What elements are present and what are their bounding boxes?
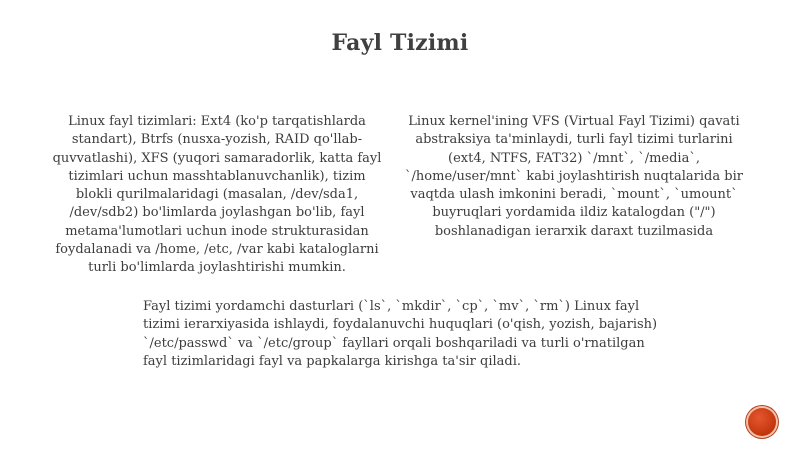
left-column-text: Linux fayl tizimlari: Ext4 (ko'p tarqatishlarda standart), Btrfs (nusxa-yozish, RAID qo'llab-quvvatlashi), XFS (yuqori samaradorlik, katta fayl tizimlari uchun masshtablanuvchanlik), tizim blokli qurilmalaridagi (masalan, /dev/sda1, /dev/sdb2) bo'limlarda joylashgan bo'lib, fayl metama'lumotlari uchun inode strukturasidan foydalanadi va /home, /etc, /var kabi kataloglarni turli bo'limlarda joylashtirishi mumkin. [52,114,382,276]
next-slide-circle-icon[interactable] [748,408,776,436]
bottom-paragraph: Fayl tizimi yordamchi dasturlari (`ls`, `mkdir`, `cp`, `mv`, `rm`) Linux fayl tizimi ierarxiyasida ishlaydi, foydalanuvchi huquqlari (o'qish, yozish, bajarish) `/etc/passwd` va `/etc/group` fayllari orqali boshqariladi va turli o'rnatilgan fayl tizimlaridagi fayl va papkalarga kirishga ta'sir qiladi. [143,299,658,369]
slide-title: Fayl Tizimi [331,30,469,56]
right-column-text: Linux kernel'ining VFS (Virtual Fayl Tizimi) qavati abstraksiya ta'minlaydi, turli fayl tizimi turlarini (ext4, NTFS, FAT32) `/mnt`, `/media`, `/home/user/mnt` kabi joylashtirish nuqtalarida bir vaqtda ulash imkonini beradi, `mount`, `umount` buyruqlari yordamida ildiz katalogdan ("/") boshlanadigan ierarxik daraxt tuzilmasida [405,114,743,239]
